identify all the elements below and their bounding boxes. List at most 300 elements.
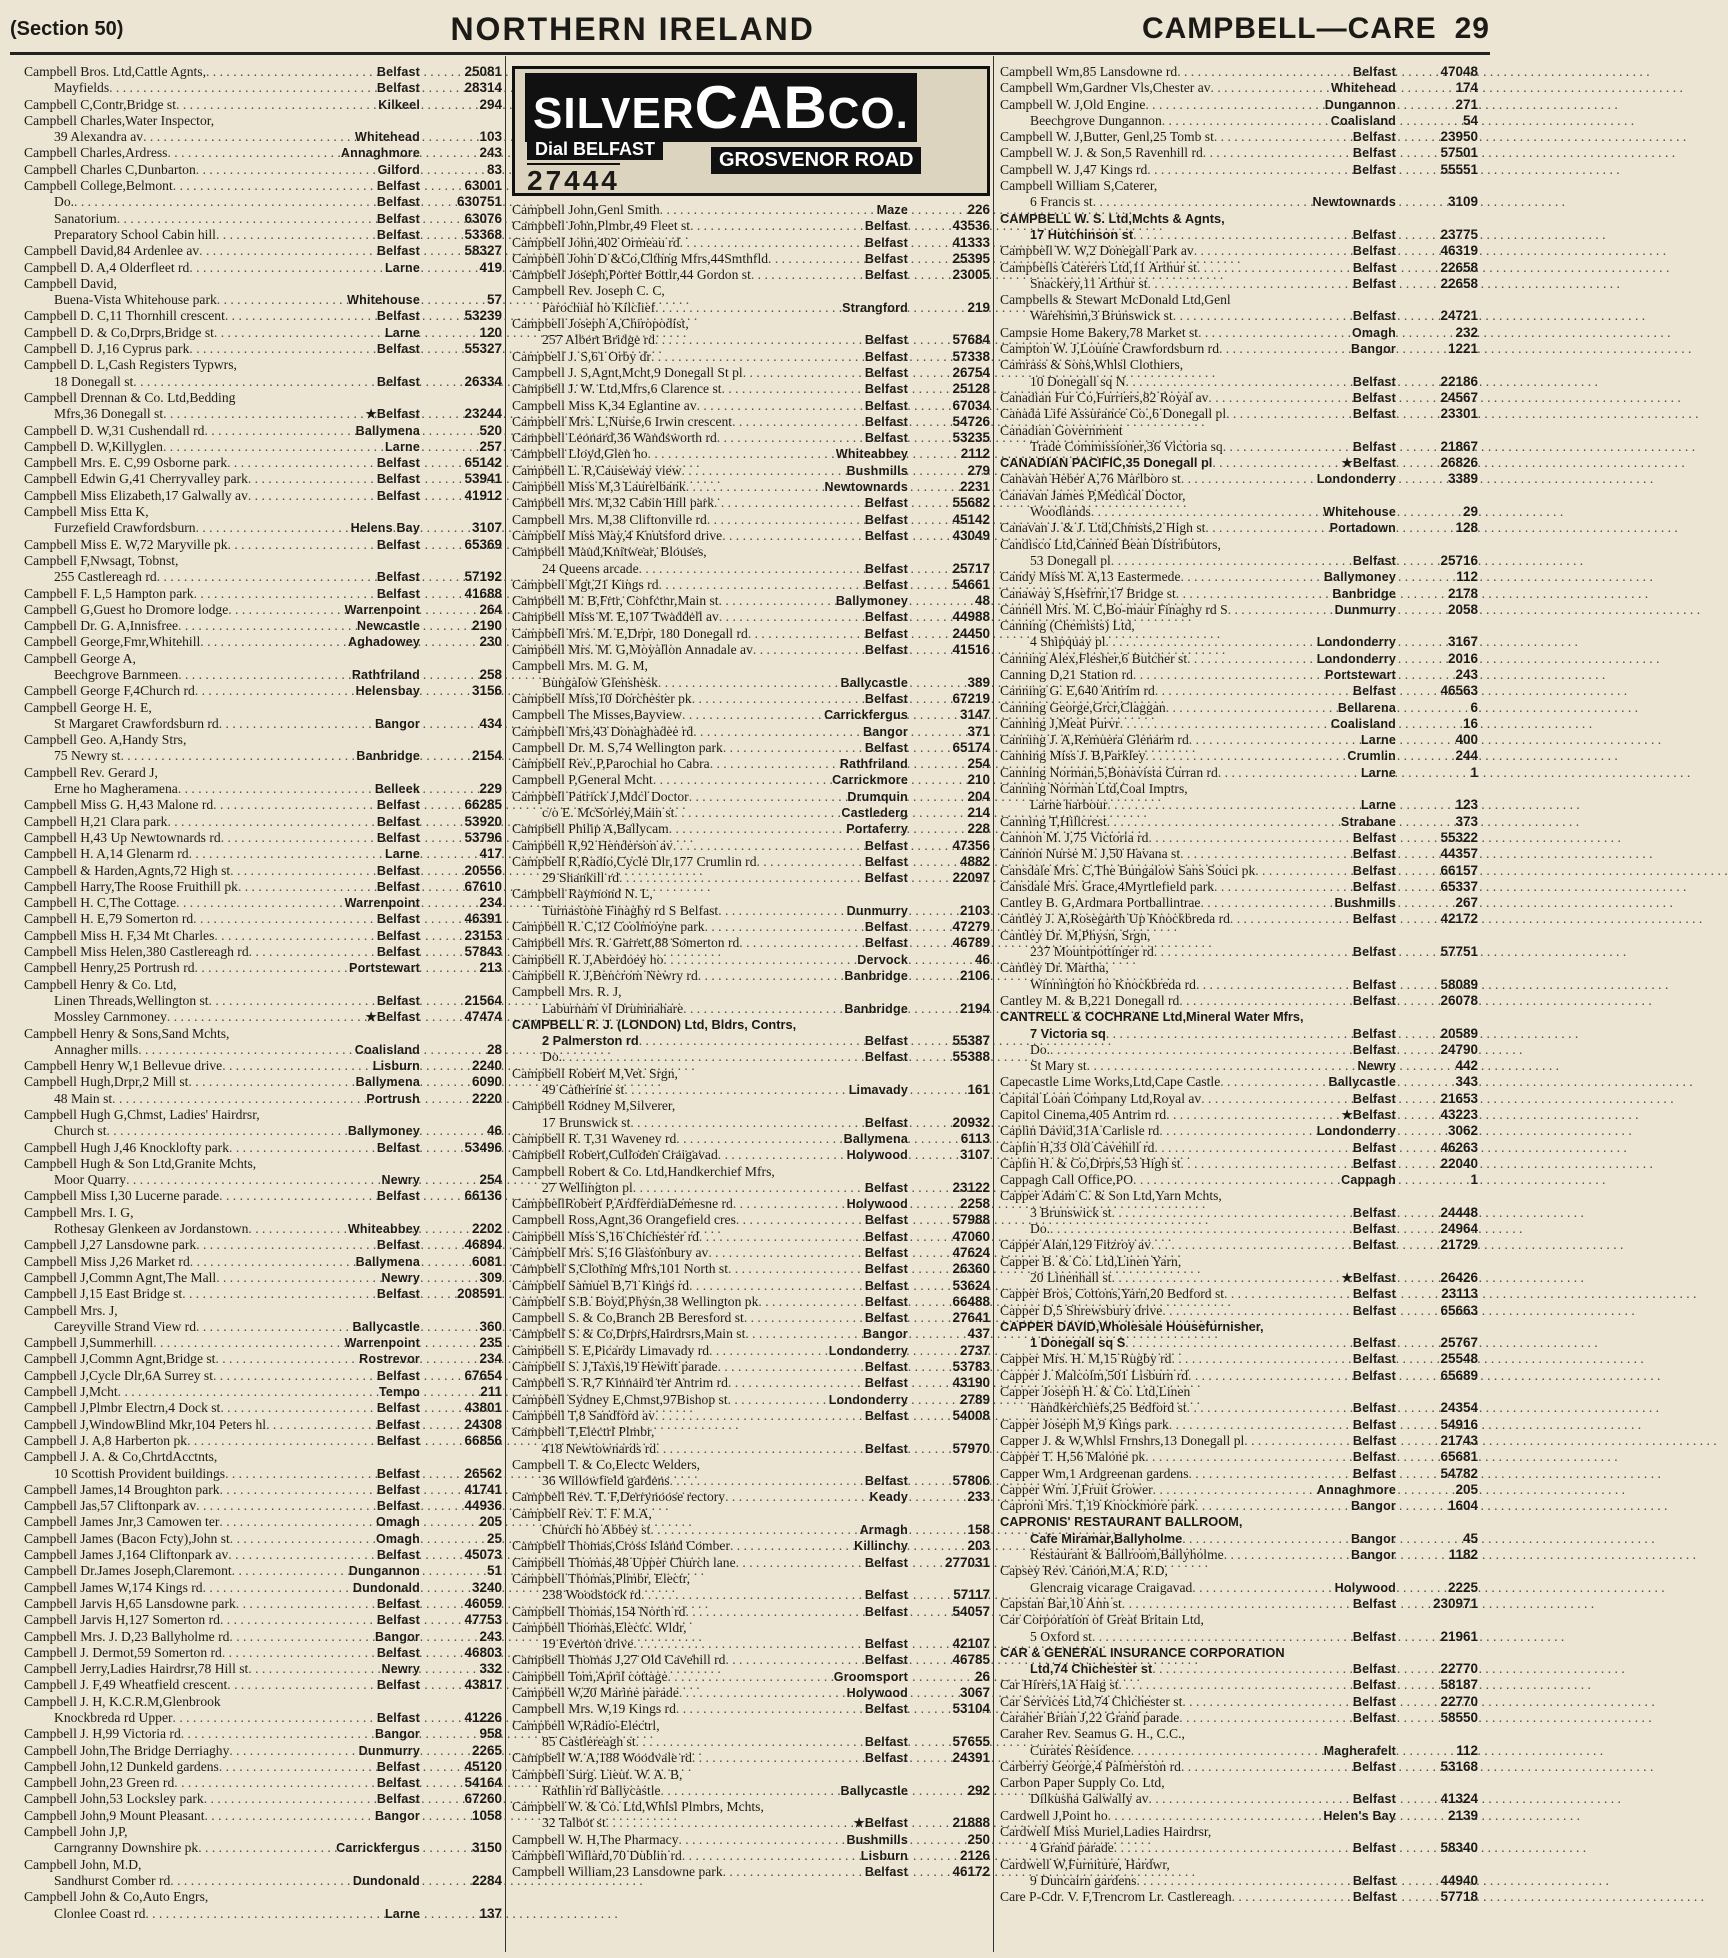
exchange-name: Belfast (1352, 244, 1396, 259)
dot-leader (1108, 1808, 1322, 1824)
exchange-name: Crumlin (1347, 749, 1396, 764)
entry-name: 6 Francis st (1030, 194, 1093, 210)
dot-leader (692, 1750, 863, 1766)
entry-name: Campbell John & Co,Auto Engrs, (24, 1889, 209, 1905)
directory-entry (1000, 1384, 1478, 1400)
phone-number: 28 (486, 1041, 502, 1057)
entry-name: Campbell John,Plmbr,49 Fleet st (512, 218, 691, 234)
exchange-name: Belfast (376, 879, 420, 894)
exchange-name: Belfast (376, 374, 420, 389)
exchange-name: Belfast (864, 251, 908, 266)
exchange-name: Belfast (1352, 1140, 1396, 1155)
entry-name: 18 Donegall st (54, 373, 134, 389)
entry-name: Canning J,Meat Purvr (1000, 715, 1120, 731)
dot-leader (758, 1294, 863, 1310)
dot-leader (1125, 1335, 1351, 1351)
directory-entry (24, 1400, 502, 1416)
directory-entry (24, 960, 502, 976)
directory-entry (1000, 1498, 1478, 1514)
exchange-name: Omagh (375, 1531, 420, 1546)
dot-leader (157, 569, 375, 585)
entry-name: 4 Shipquay pl (1030, 634, 1106, 650)
dot-leader (732, 414, 863, 430)
dot-leader (699, 1229, 863, 1245)
entry-name: Curates Residence (1030, 1742, 1131, 1758)
exchange-name: Belfast (864, 1246, 908, 1260)
phone-number: 2139 (1447, 1807, 1478, 1823)
dot-leader (1197, 260, 1351, 276)
entry-name: Campbell Miss,10 Dorchester pk (512, 690, 692, 706)
directory-entry (24, 1221, 502, 1237)
phone-number: 6081 (471, 1253, 502, 1269)
directory-entry (24, 1172, 502, 1188)
dot-leader (723, 1864, 863, 1880)
exchange-name: Bangor (375, 1629, 420, 1644)
phone-number: 21564 (464, 992, 502, 1008)
phone-number: 3389 (1447, 471, 1478, 487)
directory-entry (24, 64, 502, 80)
entry-name: Campbell D. J,16 Cyprus park (24, 341, 190, 357)
entry-name: Campbell John D &Co,Clthng Mfrs,44Smthfld (512, 250, 769, 266)
dot-leader (216, 1270, 379, 1286)
phone-number: 63076 (464, 210, 502, 226)
entry-name: Campbell W. H,The Pharmacy (512, 1831, 679, 1847)
directory-entry (1000, 260, 1478, 276)
directory-entry (512, 1424, 990, 1440)
exchange-name: Belfast (376, 1792, 420, 1807)
exchange-name: Belfast (1352, 1596, 1396, 1611)
entry-name: Capper J. & W,Whlsl Frnshrs,13 Donegall pl (1000, 1432, 1245, 1448)
entry-name: Campbell F. L,5 Hampton park (24, 585, 194, 601)
exchange-name: Belfast (864, 414, 908, 429)
exchange-name: Dunmurry (358, 1743, 420, 1758)
entry-name: 24 Queens arcade (542, 560, 639, 576)
dot-leader (167, 814, 374, 830)
entry-name: Campbell D. W,31 Cushendall rd (24, 422, 205, 438)
dot-leader (1122, 1596, 1351, 1612)
directory-entry (24, 178, 502, 194)
directory-entry (512, 446, 990, 462)
exchange-name: Drumquin (847, 789, 908, 804)
advert-road: GROSVENOR ROAD (711, 147, 921, 174)
phone-number: 67654 (464, 1367, 502, 1383)
entry-name: Canning Miss J. B,Parkley (1000, 748, 1146, 764)
phone-number: 41516 (952, 642, 990, 658)
exchange-name: Belfast (864, 1637, 908, 1652)
phone-number: 3147 (959, 707, 990, 723)
exchange-name: Belfast (376, 1776, 420, 1791)
exchange-name: Portrush (366, 1091, 420, 1106)
phone-number: 228 (967, 821, 990, 837)
exchange-name: Belfast (864, 398, 908, 413)
phone-number: 2194 (959, 1000, 990, 1016)
exchange-name: Belfast (864, 561, 908, 576)
directory-entry (512, 1408, 990, 1424)
dot-leader (199, 243, 375, 259)
directory-entry (24, 211, 502, 227)
exchange-name: Belfast (376, 472, 420, 487)
dot-leader (228, 1547, 375, 1563)
dot-leader (1232, 1889, 1351, 1905)
exchange-name: Belfast (864, 1474, 908, 1489)
entry-name: Cardwell Miss Muriel,Ladies Hairdrsr, (1000, 1824, 1212, 1840)
directory-entry (24, 1449, 502, 1465)
directory-entry (24, 1710, 502, 1726)
exchange-name: Belfast (864, 854, 908, 869)
directory-entry (512, 821, 990, 837)
entry-name: Campbell Hugh,Drpr,2 Mill st (24, 1074, 189, 1090)
entry-name: Campbell Leonard,36 Wandsworth rd (512, 430, 717, 446)
exchange-name: Belfast (864, 333, 908, 348)
directory-entry (512, 1750, 990, 1766)
exchange-name: Coalisland (1330, 113, 1396, 128)
directory-entry (1000, 1286, 1478, 1302)
phone-number: 23153 (464, 927, 502, 943)
phone-number: 371 (967, 723, 990, 739)
exchange-name: Belfast (864, 219, 908, 234)
phone-number: 243 (1455, 666, 1478, 682)
directory-entry (512, 968, 990, 984)
exchange-name: Bangor (375, 1727, 420, 1742)
entry-name: Campbell J,Mcht (24, 1384, 118, 1400)
entry-name: Campbell Miss I,30 Lucerne parade (24, 1188, 220, 1204)
exchange-name: Belfast (1352, 130, 1396, 145)
directory-entry (24, 1629, 502, 1645)
dot-leader (1205, 520, 1327, 536)
phone-number: 24354 (1440, 1400, 1478, 1416)
directory-entry (1000, 1726, 1478, 1742)
phone-number: 63001 (464, 178, 502, 194)
dot-leader (196, 1237, 375, 1253)
directory-entry (1000, 683, 1478, 699)
dot-leader (667, 1669, 831, 1685)
entry-name: Campbell C,Contr,Bridge st (24, 96, 177, 112)
phone-number: 47753 (464, 1612, 502, 1628)
exchange-name: Belfast (376, 1759, 420, 1774)
entry-name: Campbell Robert M,Vet. Srgn, (512, 1065, 678, 1081)
phone-number: 65174 (952, 739, 990, 755)
directory-entry (24, 1580, 502, 1596)
directory-entry (24, 1531, 502, 1547)
directory-entry (512, 1180, 990, 1196)
exchange-name: Belfast (1352, 912, 1396, 927)
entry-name: Campbell Hugh G,Chmst, Ladies' Hairdrsr, (24, 1107, 260, 1122)
entry-name: Campbell W. J,Butter, Genl,25 Tomb st (1000, 129, 1214, 145)
phone-number: 54008 (952, 1407, 990, 1423)
entry-name: Bungalow Glenshesk (542, 674, 658, 690)
directory-entry (512, 1212, 990, 1228)
dot-leader (1255, 863, 1351, 879)
phone-number: 233 (967, 1489, 990, 1505)
entry-name: Campbell Jerry,Ladies Hairdrsr,78 Hill st (24, 1661, 249, 1677)
exchange-name: Holywood (1334, 1580, 1396, 1595)
entry-name: Campton W. J,Louine Crawfordsburn rd (1000, 341, 1219, 357)
dot-leader (1211, 80, 1329, 96)
directory-entry (24, 602, 502, 618)
exchange-name: Maze (876, 203, 908, 217)
directory-entry (512, 1098, 990, 1114)
exchange-name: Belfast (376, 1466, 420, 1481)
dot-leader (683, 1001, 842, 1017)
exchange-name: Banbridge (1332, 586, 1396, 601)
directory-entry (24, 1726, 502, 1742)
entry-name: Campbell James J,164 Cliftonpark av (24, 1547, 229, 1563)
directory-entry (24, 1417, 502, 1433)
entry-name: 237 Mountpottinger rd (1030, 944, 1154, 960)
directory-entry (24, 830, 502, 846)
directory-entry (24, 1270, 502, 1286)
directory-entry (512, 1066, 990, 1082)
directory-entry (1000, 1449, 1478, 1465)
dot-leader (1208, 390, 1350, 406)
exchange-name: Belfast (376, 945, 420, 960)
dot-leader (1226, 406, 1351, 422)
exchange-name: Belfast (864, 643, 908, 658)
dot-leader (728, 1392, 827, 1408)
phone-number: 47624 (952, 1245, 990, 1260)
phone-number: 44357 (1440, 846, 1478, 862)
exchange-name: Banbridge (844, 1001, 908, 1016)
directory-entry (24, 1596, 502, 1612)
dot-leader (173, 178, 375, 194)
exchange-name: Londonderry (1316, 472, 1396, 487)
directory-entry (512, 414, 990, 430)
phone-number: 3150 (471, 1840, 502, 1856)
dot-leader (213, 797, 375, 813)
directory-entry (512, 332, 990, 348)
entry-name: St Mary st (1030, 1058, 1087, 1074)
entry-name: Campbell Mrs. S,16 Glastonbury av (512, 1245, 709, 1260)
exchange-name: Larne (1360, 733, 1396, 748)
dot-leader (194, 586, 375, 602)
phone-number: 123 (1455, 797, 1478, 813)
directory-entry (24, 145, 502, 161)
directory-entry (1000, 1433, 1478, 1449)
entry-name: St Margaret Crawfordsburn rd (54, 715, 219, 731)
phone-number: 45142 (952, 511, 990, 527)
directory-entry (24, 1254, 502, 1270)
exchange-name: Whitehouse (347, 293, 420, 308)
entry-name: Canavan J. & J. Ltd,Chmsts,2 High st (1000, 520, 1206, 536)
phone-number: 1 (1470, 764, 1478, 780)
directory-entry (1000, 797, 1478, 813)
phone-number: 6 (1470, 699, 1478, 715)
dot-leader (1176, 586, 1331, 602)
entry-name: 17 Hutchinson st (1030, 226, 1134, 242)
directory-entry (512, 202, 990, 218)
directory-entry (512, 1734, 990, 1750)
entry-name: Do. (542, 1049, 563, 1065)
directory-entry (1000, 1237, 1478, 1253)
phone-number: 1 (1470, 1172, 1478, 1188)
directory-entry (512, 886, 990, 902)
phone-number: 47048 (1440, 64, 1478, 79)
dot-leader (718, 1359, 863, 1375)
entry-name: Campbells & Stewart McDonald Ltd,Genl (1000, 292, 1231, 308)
exchange-name: Belfast (1352, 553, 1396, 568)
exchange-name: Belfast (864, 1294, 908, 1309)
phone-number: 958 (479, 1726, 502, 1742)
exchange-name: Ballycastle (840, 675, 908, 690)
phone-number: 46391 (464, 911, 502, 927)
directory-entry (1000, 586, 1478, 602)
entry-name: Beechgrove Barnmeen (54, 666, 179, 682)
dot-leader (705, 919, 863, 935)
dot-leader (719, 609, 863, 625)
phone-number: 23244 (464, 406, 502, 422)
exchange-name: Lisburn (860, 1848, 908, 1863)
dot-leader (133, 374, 375, 390)
directory-entry (1000, 1026, 1478, 1042)
directory-entry (512, 838, 990, 854)
dot-leader (673, 838, 863, 854)
phone-number: 46059 (464, 1595, 502, 1611)
directory-entry (512, 1441, 990, 1457)
entry-name: Campbell Mrs,43 Donaghadee rd (512, 723, 694, 739)
dot-leader (1147, 162, 1351, 178)
directory-entry (1000, 520, 1478, 536)
phone-number: 400 (1455, 732, 1478, 748)
entry-name: Campbell J. H,99 Victoria rd (24, 1726, 181, 1742)
phone-number: 229 (479, 781, 502, 797)
directory-entry (512, 528, 990, 544)
exchange-name: Belfast (864, 838, 908, 853)
entry-name: Capper T. H,56 Malone pk (1000, 1449, 1146, 1465)
entry-name: Capital Loan Company Ltd,Royal av (1000, 1090, 1202, 1106)
dot-leader (710, 756, 838, 772)
directory-entry (24, 1514, 502, 1530)
entry-name: 5 Oxford st (1030, 1628, 1092, 1644)
phone-number: 25767 (1440, 1335, 1478, 1351)
directory-entry (1000, 406, 1478, 422)
phone-number: 26426 (1440, 1269, 1478, 1285)
directory-entry (1000, 423, 1478, 439)
exchange-name: Rostrevor (359, 1352, 420, 1367)
dot-leader (722, 381, 863, 397)
phone-number: 54726 (952, 413, 990, 429)
phone-number: 41226 (464, 1709, 502, 1725)
exchange-name: Larne (384, 325, 420, 340)
exchange-name: Belfast (1352, 1026, 1396, 1041)
phone-number: 258 (479, 666, 502, 682)
entry-name: Mfrs,36 Donegall st (54, 406, 164, 422)
directory-entry (24, 1368, 502, 1384)
dot-leader (655, 300, 840, 316)
dot-leader (651, 349, 863, 365)
directory-entry (512, 561, 990, 577)
exchange-name: Belfast (1352, 374, 1396, 389)
entry-name: Cansdale Mrs. Grace,4Myrtlefield park (1000, 878, 1215, 894)
dot-leader (768, 251, 863, 267)
directory-entry (512, 1343, 990, 1359)
phone-number: 22658 (1440, 275, 1478, 291)
entry-name: Campsie Home Bakery,78 Market st (1000, 324, 1199, 340)
advert-brand-co: CO. (827, 89, 909, 138)
directory-entry (24, 1303, 502, 1319)
entry-name: Campbell Dr.James Joseph,Claremont (24, 1563, 232, 1579)
phone-number: 250 (967, 1831, 990, 1847)
entry-name: Car Corporation of Great Britain Ltd, (1000, 1612, 1204, 1628)
dot-leader (200, 634, 346, 650)
entry-name: Snackery,11 Arthur st (1030, 275, 1148, 291)
entry-name: Woodlands (1030, 504, 1091, 520)
exchange-name: Belfast (864, 1865, 908, 1880)
phone-number: 234 (479, 895, 502, 911)
directory-entry (24, 1335, 502, 1351)
entry-name: Cardwell W,Furniture, Hardwr, (1000, 1856, 1170, 1872)
dot-leader (1149, 1791, 1351, 1807)
exchange-name: Belfast (1352, 309, 1396, 324)
entry-name: Campbell Thomas,154 North rd (512, 1603, 686, 1619)
phone-number: 28314 (464, 80, 502, 96)
entry-name: Capper Wm. J,Fruit Grower (1000, 1481, 1153, 1497)
entry-name: Campbell D. & Co,Drprs,Bridge st (24, 324, 214, 340)
advert-dial: Dial BELFAST (527, 139, 663, 160)
exchange-name: Belfast (864, 365, 908, 380)
dot-leader (1145, 1449, 1351, 1465)
entry-name: Campbell J. W. Ltd,Mfrs,6 Clarence st (512, 381, 722, 397)
phone-number: 232 (1455, 324, 1478, 340)
phone-number: 65142 (464, 455, 502, 471)
directory-entry (24, 1906, 502, 1922)
entry-name: Linen Threads,Wellington st (54, 992, 209, 1008)
silver-cab-advert (512, 66, 990, 196)
entry-name: 10 Donegall sq N (1030, 373, 1126, 389)
exchange-name: Belfast (1352, 1238, 1396, 1253)
page-header (10, 6, 1490, 55)
directory-entry (24, 1074, 502, 1090)
entry-name: Canning T,Hillcrest (1000, 813, 1107, 829)
directory-entry (1000, 911, 1478, 927)
exchange-name: Lisburn (372, 1059, 420, 1074)
directory-entry (24, 1791, 502, 1807)
directory-entry (512, 1196, 990, 1212)
entry-name: Campbell Sydney E,Chmst,97Bishop st (512, 1391, 728, 1407)
directory-entry (1000, 1629, 1478, 1645)
directory-entry (24, 569, 502, 585)
directory-entry (24, 1140, 502, 1156)
entry-name: Moor Quarry (54, 1172, 127, 1188)
entry-name: Campbell D. L,Cash Registers Typwrs, (24, 357, 237, 373)
phone-number: 174 (1455, 80, 1478, 96)
phone-number: 23122 (952, 1179, 990, 1195)
directory-entry (1000, 1221, 1478, 1237)
dot-leader (753, 642, 863, 658)
phone-number: 2240 (471, 1058, 502, 1074)
dot-leader (690, 218, 863, 234)
advert-brand-silver: SILVER (533, 89, 695, 138)
exchange-name: Dundonald (352, 1873, 420, 1888)
directory-entry (512, 1392, 990, 1408)
phone-number: 43817 (464, 1677, 502, 1693)
entry-name: Campbell J. A,8 Harberton pk (24, 1432, 188, 1448)
directory-entry (512, 1033, 990, 1049)
directory-entry (1000, 1824, 1478, 1840)
exchange-name: Belfast (376, 179, 420, 194)
dot-leader (220, 1400, 375, 1416)
phone-number: 230 (479, 634, 502, 650)
directory-entry (512, 1229, 990, 1245)
exchange-name: Belfast (864, 920, 908, 935)
entry-name: Larne harbour (1030, 797, 1108, 813)
exchange-name: Ballycastle (352, 1319, 420, 1334)
directory-entry (1000, 1482, 1478, 1498)
entry-name: Campbell T. & Co,Electc Welders, (512, 1456, 701, 1472)
entry-name: Canning Alex,Flesher,6 Butcher st (1000, 650, 1188, 666)
dot-leader (198, 1840, 334, 1856)
exchange-name: Whiteabbey (835, 447, 908, 462)
phone-number: 21961 (1440, 1628, 1478, 1644)
